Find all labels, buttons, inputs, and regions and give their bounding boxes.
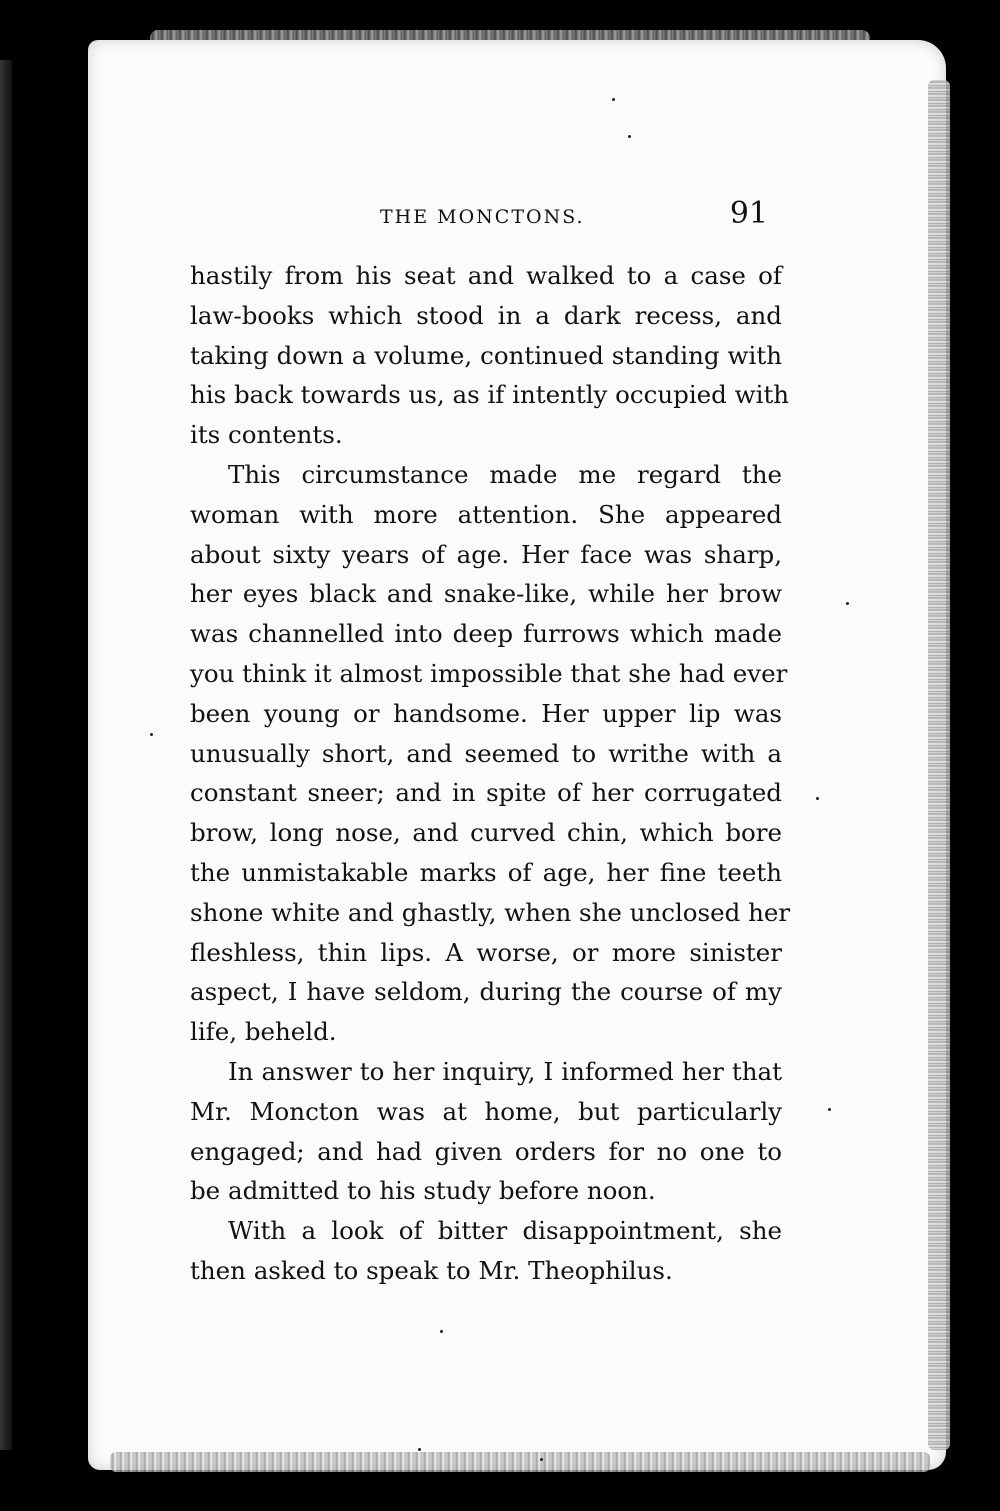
text-line: her eyes black and snake-like, while her brow [190,579,782,609]
text-line: brow, long nose, and curved chin, which bore [190,818,782,848]
text-line: fleshless, thin lips. A worse, or more sinister [190,937,782,967]
text-line: engaged; and had given orders for no one to [190,1136,782,1166]
text-line: In answer to her inquiry, I informed her that [228,1056,782,1086]
dust-speck [628,135,631,138]
text-line: aspect, I have seldom, during the course of my [190,977,782,1007]
paragraph [190,256,790,455]
text-line: This circumstance made me regard the [228,459,782,489]
dust-speck [540,1458,543,1461]
text-line: the unmistakable marks of age, her fine teeth [190,857,782,887]
text-line: then asked to speak to Mr. Theophilus. [190,1255,673,1285]
text-line: woman with more attention. She appeared [190,499,782,529]
text-line: life, beheld. [190,1017,337,1047]
text-line: law-books which stood in a dark recess, and [190,300,782,330]
dust-speck [612,98,615,101]
text-line: its contents. [190,420,343,450]
running-head: THE MONCTONS. [380,206,585,228]
text-line: constant sneer; and in spite of her corrugated [190,778,782,808]
text-line: was channelled into deep furrows which made [190,619,782,649]
text-line: Mr. Moncton was at home, but particularly [190,1096,782,1126]
page-header [190,196,780,236]
text-line: unusually short, and seemed to writhe with a [190,738,782,768]
paragraph [190,455,791,1052]
dust-speck [828,1108,831,1111]
dust-speck [846,602,849,605]
page-edge-bottom [110,1452,930,1472]
dust-speck [440,1330,443,1333]
dust-speck [418,1448,421,1451]
paragraph [190,1052,782,1211]
text-line: With a look of bitter disappointment, she [228,1216,782,1246]
body-text [190,256,791,1291]
page-number: 91 [729,196,768,231]
text-line: been young or handsome. Her upper lip was [190,698,782,728]
binding-shadow [0,60,12,1450]
text-line: hastily from his seat and walked to a case of [190,261,782,290]
page-edge-right [928,80,950,1450]
text-line: be admitted to his study before noon. [190,1176,656,1206]
paragraph [190,1211,782,1291]
text-line: taking down a volume, continued standing with [190,340,782,370]
text-line: you think it almost impossible that she had ever [190,658,788,688]
dust-speck [816,797,819,800]
dust-speck [150,733,153,736]
text-line: shone white and ghastly, when she unclosed her [190,897,791,927]
text-line: his back towards us, as if intently occupied with [190,380,790,410]
text-line: about sixty years of age. Her face was sharp, [190,539,782,569]
